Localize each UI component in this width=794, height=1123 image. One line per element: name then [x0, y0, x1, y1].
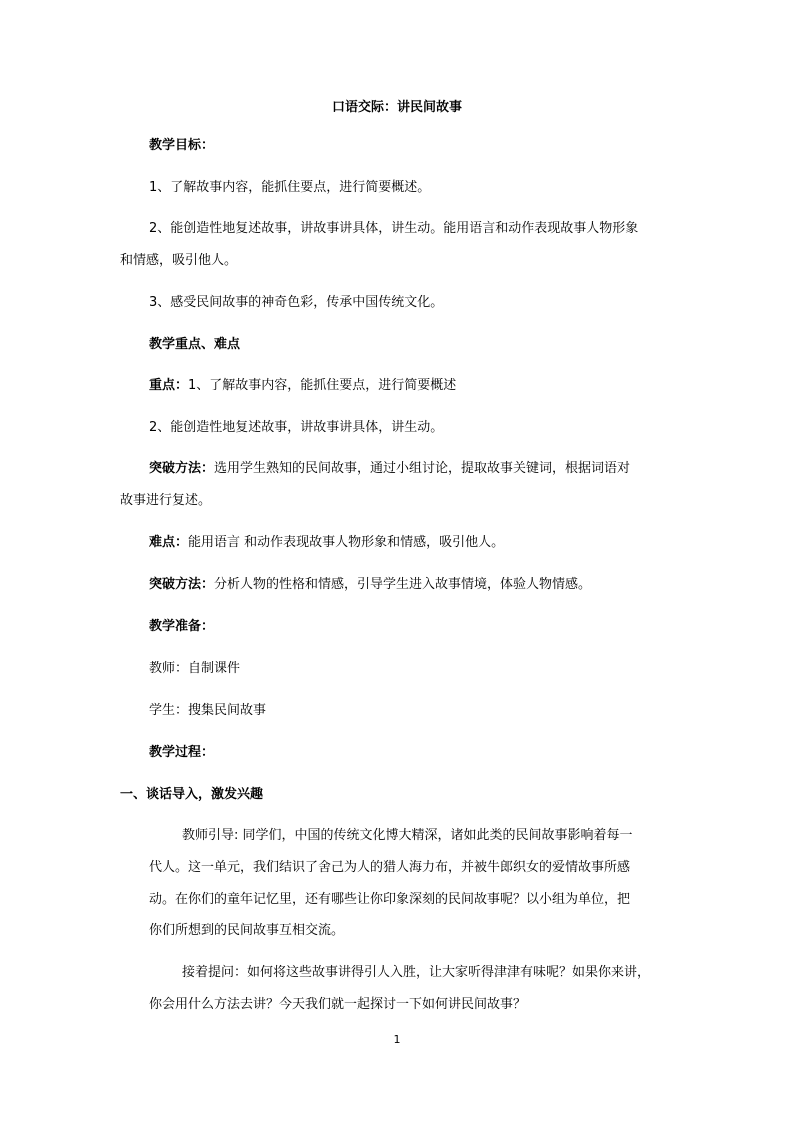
paragraph-line: 你们所想到的民间故事互相交流。	[149, 923, 345, 938]
prep-heading: 教学准备：	[149, 619, 215, 634]
paragraph-line: 代人。这一单元，我们结识了舍己为人的猎人海力布，并被牛郎织女的爱情故事所感	[149, 860, 631, 875]
method-line-2	[149, 576, 591, 594]
method-label-2: 突破方法：	[149, 577, 215, 592]
prep-student: 学生：搜集民间故事	[149, 703, 267, 718]
document-title: 口语交际：讲民间故事	[331, 100, 462, 115]
objectives-heading: 教学目标：	[149, 138, 215, 153]
key-point-line	[149, 377, 456, 395]
paragraph-line: 教师引导: 同学们，中国的传统文化博大精深，诸如此类的民间故事影响着每一	[182, 828, 633, 843]
difficult-label: 难点：	[149, 535, 189, 550]
paragraph-line: 动。在你们的童年记忆里，还有哪些让你印象深刻的民间故事呢？以小组为单位，把	[149, 892, 631, 907]
difficult-text: 能用语言 和动作表现故事人物形象和情感，吸引他人。	[188, 535, 505, 550]
prep-teacher: 教师：自制课件	[149, 661, 241, 676]
objective-item: 1、了解故事内容，能抓住要点，进行简要概述。	[149, 180, 431, 195]
key-point-2: 2、能创造性地复述故事，讲故事讲具体，讲生动。	[149, 420, 444, 435]
page-number: 1	[393, 1033, 401, 1046]
objective-item: 3、感受民间故事的神奇色彩，传承中国传统文化。	[149, 295, 444, 310]
method-text-1b: 故事进行复述。	[120, 493, 212, 508]
method-line-1	[149, 460, 630, 478]
key-point-text: 1、了解故事内容，能抓住要点，进行简要概述	[188, 378, 457, 393]
key-difficult-heading: 教学重点、难点	[149, 337, 241, 352]
difficult-line	[149, 534, 504, 552]
objective-item: 2、能创造性地复述故事，讲故事讲具体，讲生动。能用语言和动作表现故事人物形象	[149, 221, 639, 236]
section-one-heading: 一、谈话导入，激发兴趣	[120, 787, 264, 802]
key-point-label: 重点：	[149, 378, 189, 393]
method-text-2: 分析人物的性格和情感，引导学生进入故事情境，体验人物情感。	[214, 577, 592, 592]
method-label-1: 突破方法：	[149, 461, 215, 476]
objective-item-continuation: 和情感，吸引他人。	[120, 253, 238, 268]
method-text-1a: 选用学生熟知的民间故事，通过小组讨论，提取故事关键词，根据词语对	[214, 461, 631, 476]
paragraph-line: 接着提问：如何将这些故事讲得引人入胜，让大家听得津津有味呢？如果你来讲，	[182, 965, 651, 980]
process-heading: 教学过程：	[149, 745, 215, 760]
paragraph-line: 你会用什么方法去讲？今天我们就一起探讨一下如何讲民间故事？	[149, 997, 527, 1012]
